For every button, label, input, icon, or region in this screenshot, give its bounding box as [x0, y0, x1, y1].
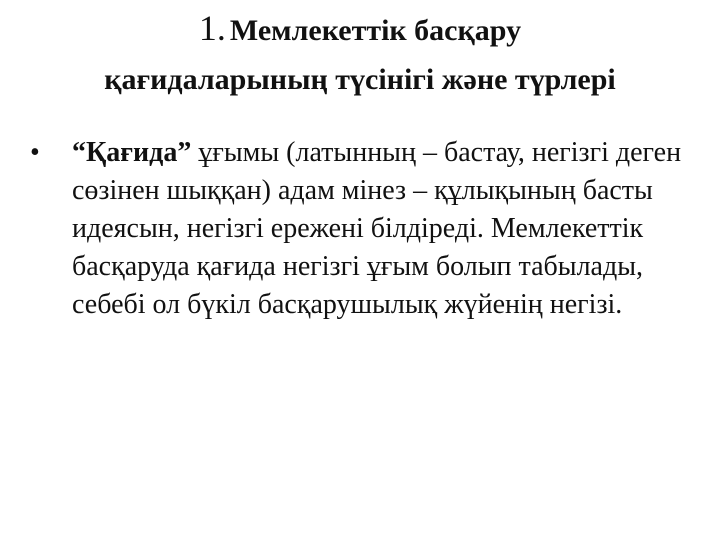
- title-line-1: [20, 6, 700, 58]
- slide-body: [24, 134, 684, 324]
- bullet-item: [24, 134, 684, 324]
- title-text-line-2: қағидаларының түсінігі және түрлері: [104, 63, 616, 96]
- title-text-line-1: Мемлекеттік басқару: [229, 14, 522, 47]
- title-number: 1.: [198, 8, 226, 48]
- bullet-dot: •: [30, 137, 40, 168]
- bullet-text: ұғымы (латынның – бастау, негізгі деген сөзінен шыққан) адам мінез – құлықының басты идеясын, негізгі ережені білдіреді. Мемлекеттік басқаруда қағида негізгі ұғым болып табылады, себебі ол бүкіл басқарушылық жүйенің негізі.: [72, 137, 682, 320]
- bullet-term: “Қағида”: [72, 137, 192, 168]
- slide-title: [20, 6, 700, 102]
